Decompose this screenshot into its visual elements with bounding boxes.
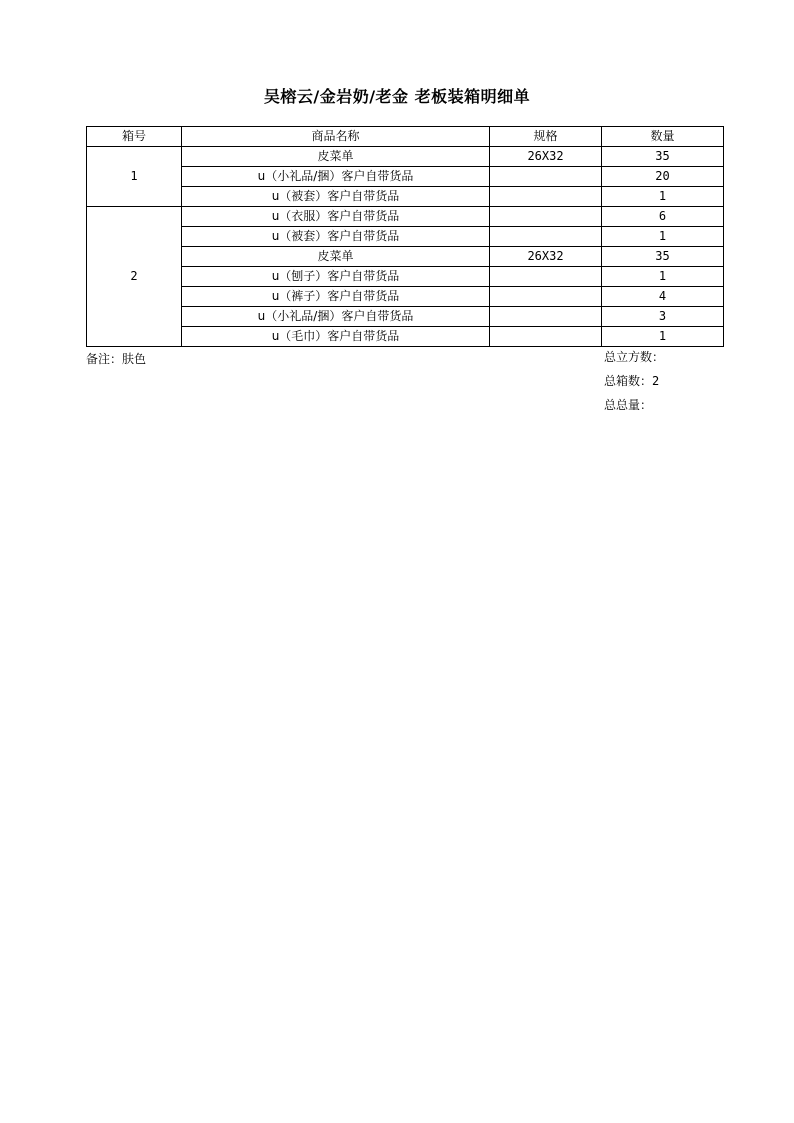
- table-header-row: [87, 127, 724, 147]
- spec-cell: 26X32: [490, 147, 602, 167]
- spec-cell: 26X32: [490, 247, 602, 267]
- product-name-cell: u（裤子）客户自带货品: [182, 287, 490, 307]
- total-volume: [604, 349, 664, 373]
- box-number-cell: 1: [87, 147, 182, 207]
- product-name-cell: u（衣服）客户自带货品: [182, 207, 490, 227]
- quantity-cell: 1: [602, 187, 724, 207]
- table-row: [87, 247, 724, 267]
- quantity-cell: 1: [602, 227, 724, 247]
- product-name-cell: 皮菜单: [182, 247, 490, 267]
- remark-value: 肤色: [122, 352, 147, 366]
- quantity-cell: 20: [602, 167, 724, 187]
- totals-block: [604, 349, 664, 421]
- quantity-cell: 1: [602, 267, 724, 287]
- table-row: [87, 287, 724, 307]
- total-weight-label: 总总量：: [604, 398, 653, 412]
- box-number-cell: 2: [87, 207, 182, 347]
- remark-label: 备注：: [86, 352, 123, 366]
- spec-cell: [490, 187, 602, 207]
- spec-cell: [490, 287, 602, 307]
- header-box-no: 箱号: [87, 127, 182, 147]
- spec-cell: [490, 307, 602, 327]
- product-name-cell: u（毛巾）客户自带货品: [182, 327, 490, 347]
- packing-table: [86, 126, 724, 347]
- quantity-cell: 4: [602, 287, 724, 307]
- spec-cell: [490, 327, 602, 347]
- product-name-cell: u（小礼品/捆）客户自带货品: [182, 167, 490, 187]
- table-row: [87, 327, 724, 347]
- spec-cell: [490, 207, 602, 227]
- quantity-cell: 1: [602, 327, 724, 347]
- total-weight: [604, 397, 664, 421]
- spec-cell: [490, 167, 602, 187]
- product-name-cell: u（被套）客户自带货品: [182, 227, 490, 247]
- header-product-name: 商品名称: [182, 127, 490, 147]
- table-row: [87, 307, 724, 327]
- document-title: 吴榕云/金岩奶/老金 老板装箱明细单: [263, 87, 531, 106]
- table-row: [87, 227, 724, 247]
- total-boxes-value: 2: [652, 374, 660, 388]
- total-boxes: [604, 373, 664, 397]
- quantity-cell: 35: [602, 147, 724, 167]
- spec-cell: [490, 227, 602, 247]
- product-name-cell: u（小礼品/捆）客户自带货品: [182, 307, 490, 327]
- table-row: [87, 147, 724, 167]
- remark: [86, 351, 146, 367]
- table-row: [87, 207, 724, 227]
- total-volume-label: 总立方数：: [604, 350, 665, 364]
- quantity-cell: 35: [602, 247, 724, 267]
- quantity-cell: 6: [602, 207, 724, 227]
- header-quantity: 数量: [602, 127, 724, 147]
- total-boxes-label: 总箱数：: [604, 374, 653, 388]
- table-row: [87, 187, 724, 207]
- quantity-cell: 3: [602, 307, 724, 327]
- product-name-cell: 皮菜单: [182, 147, 490, 167]
- product-name-cell: u（被套）客户自带货品: [182, 187, 490, 207]
- header-spec: 规格: [490, 127, 602, 147]
- table-row: [87, 167, 724, 187]
- spec-cell: [490, 267, 602, 287]
- table-row: [87, 267, 724, 287]
- product-name-cell: u（刨子）客户自带货品: [182, 267, 490, 287]
